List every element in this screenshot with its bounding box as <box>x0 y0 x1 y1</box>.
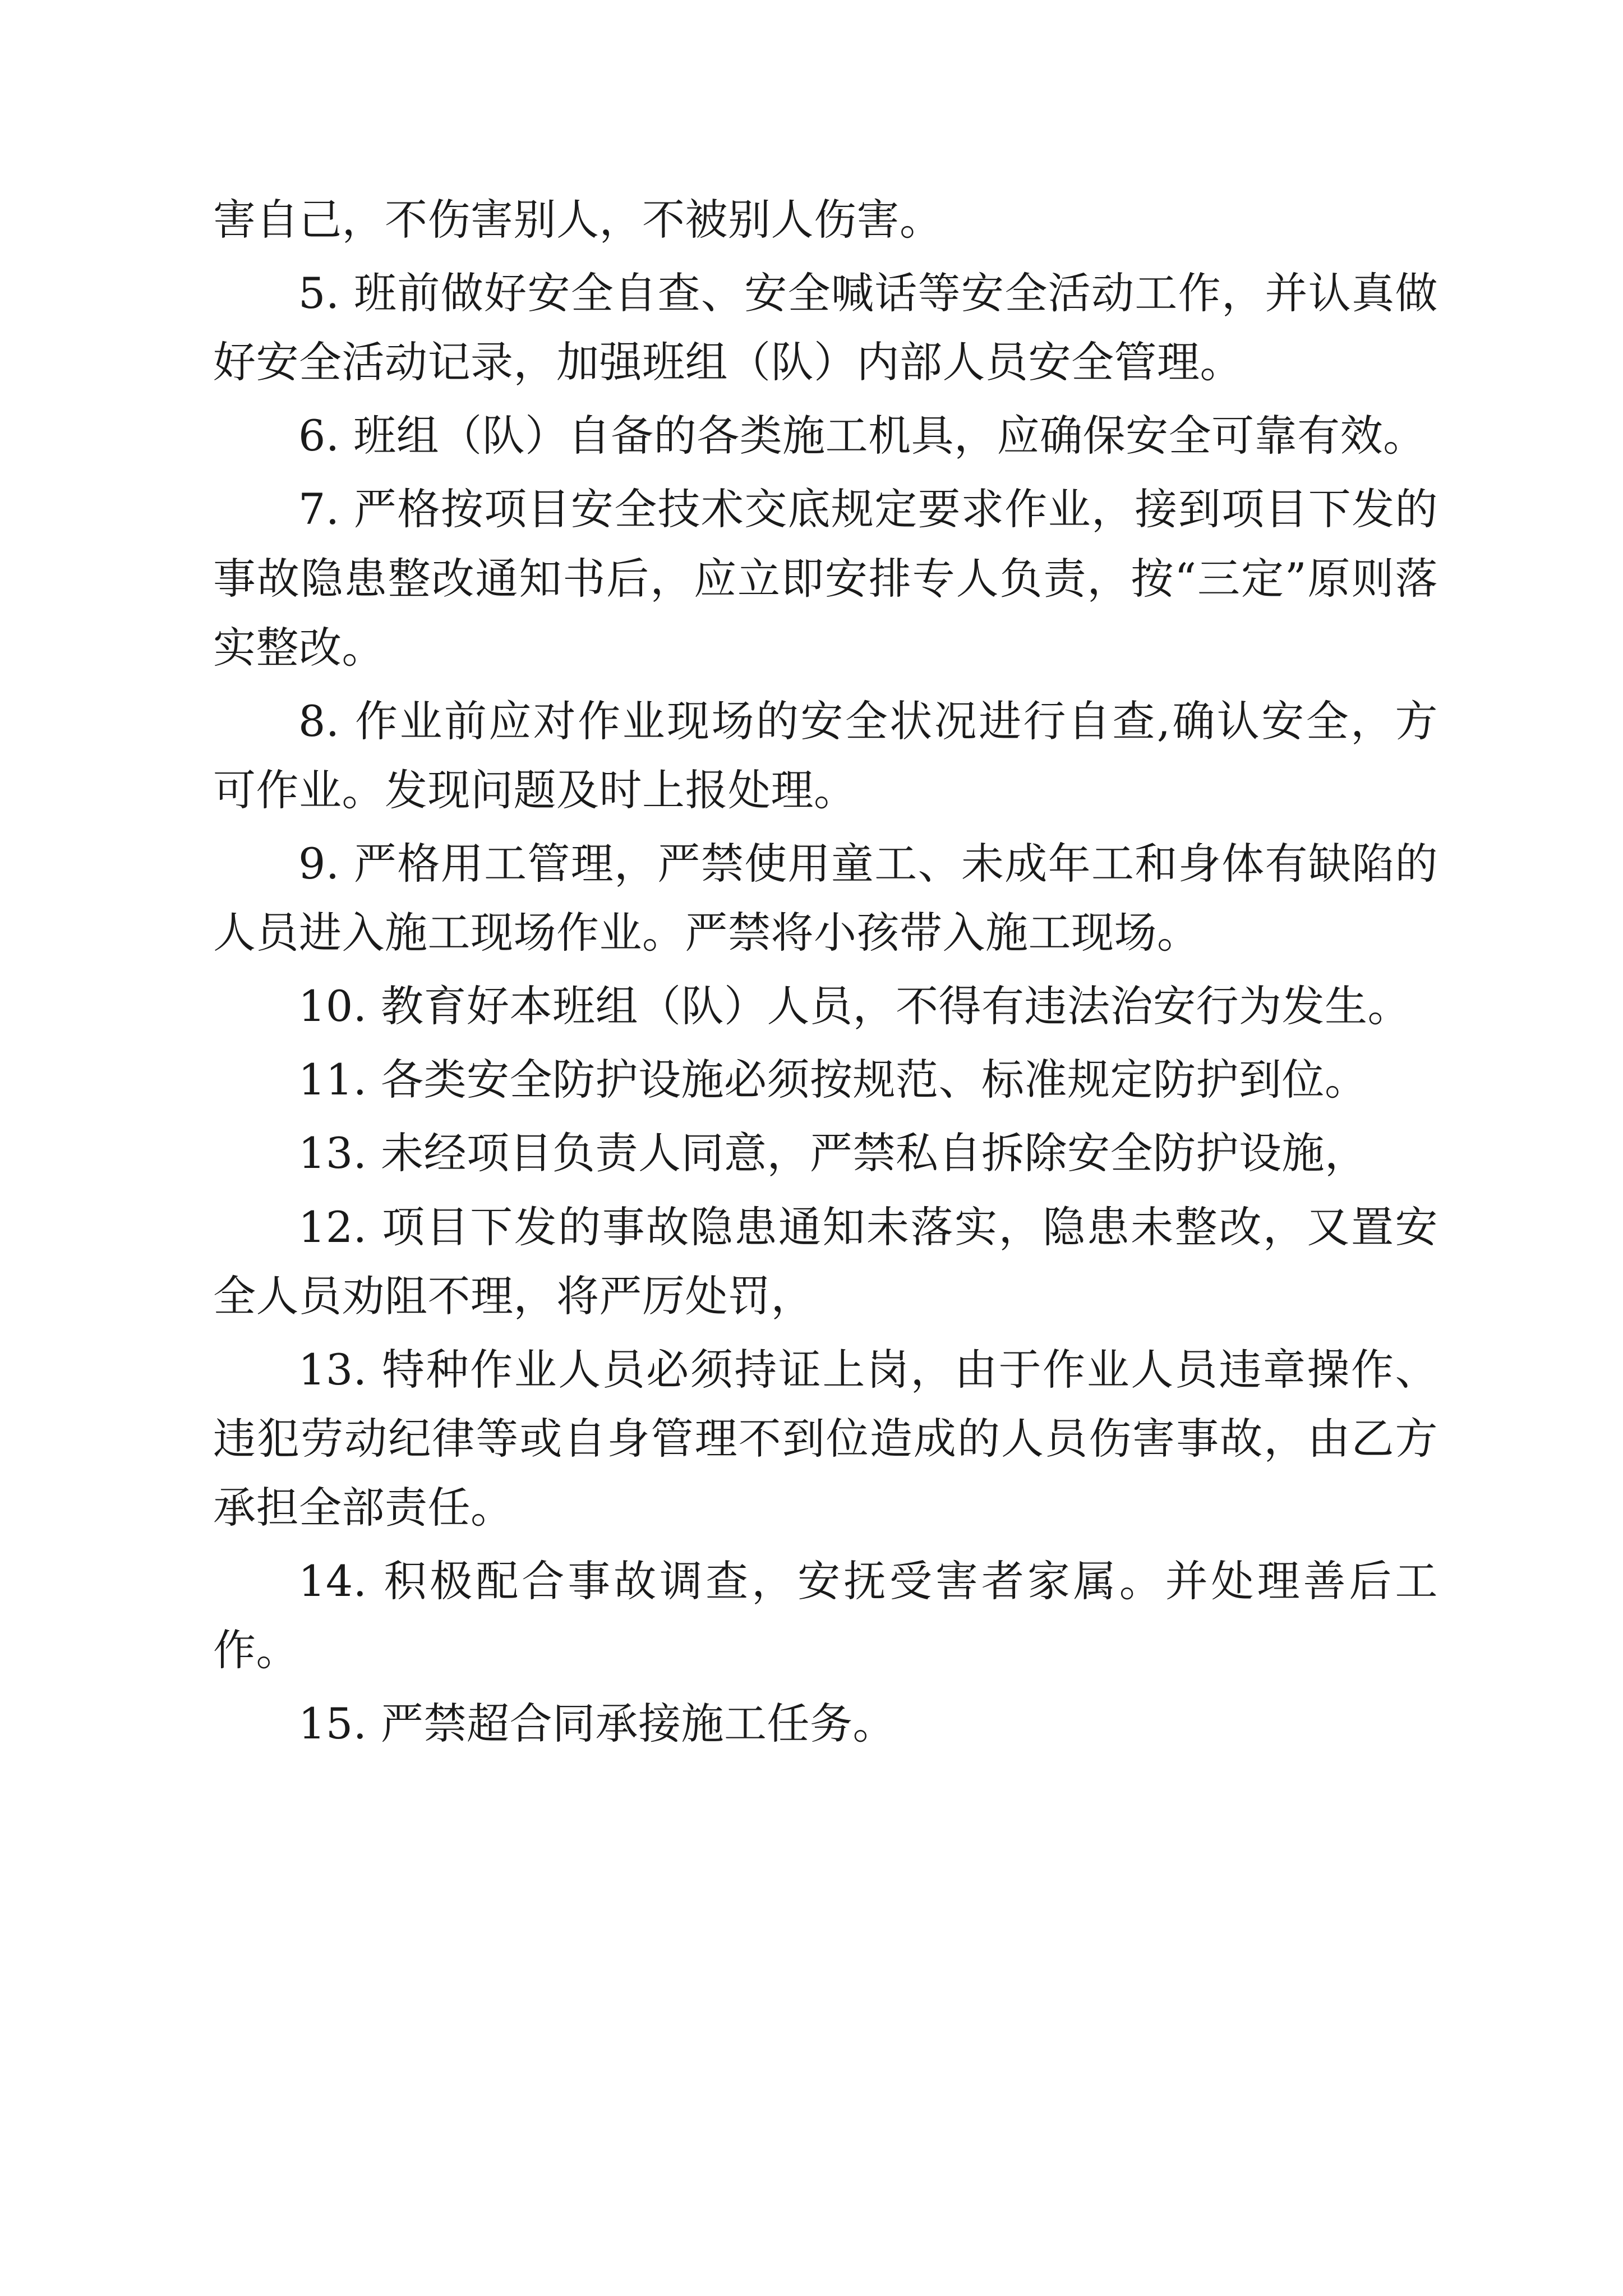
paragraph-continuation: 害自己，不伤害别人，不被别人伤害。 <box>213 195 943 245</box>
paragraph-item-14: 14. 积极配合事故调查，安抚受害者家属。并处理善后工作。 <box>213 1556 1438 1676</box>
paragraph-item-11: 11. 各类安全防护设施必须按规范、标准规定防护到位。 <box>298 1055 1368 1105</box>
paragraph-item-10: 10. 教育好本班组（队）人员，不得有违法治安行为发生。 <box>298 981 1411 1032</box>
document-body <box>213 185 1438 1758</box>
paragraph-item-13-b: 13. 特种作业人员必须持证上岗，由于作业人员违章操作、违犯劳动纪律等或自身管理不到位造成的人员伤害事故，由乙方承担全部责任。 <box>213 1344 1438 1533</box>
paragraph-item-8: 8. 作业前应对作业现场的安全状况进行自查,确认安全，方可作业。发现问题及时上报处理。 <box>213 696 1438 815</box>
paragraph-item-5: 5. 班前做好安全自查、安全喊话等安全活动工作，并认真做好安全活动记录，加强班组（队）内部人员安全管理。 <box>213 268 1438 388</box>
paragraph-item-12: 12. 项目下发的事故隐患通知未落实，隐患未整改，又置安全人员劝阻不理，将严厉处罚， <box>213 1202 1438 1321</box>
paragraph-item-15: 15. 严禁超合同承接施工任务。 <box>298 1699 896 1749</box>
paragraph-item-7: 7. 严格按项目安全技术交底规定要求作业，接到项目下发的事故隐患整改通知书后，应立即安排专人负责，按“三定”原则落实整改。 <box>213 484 1438 673</box>
paragraph-item-9: 9. 严格用工管理，严禁使用童工、未成年工和身体有缺陷的人员进入施工现场作业。严禁将小孩带入施工现场。 <box>213 838 1438 958</box>
paragraph-item-6: 6. 班组（队）自备的各类施工机具，应确保安全可靠有效。 <box>298 411 1426 461</box>
paragraph-item-13-a: 13. 未经项目负责人同意，严禁私自拆除安全防护设施， <box>298 1128 1368 1179</box>
